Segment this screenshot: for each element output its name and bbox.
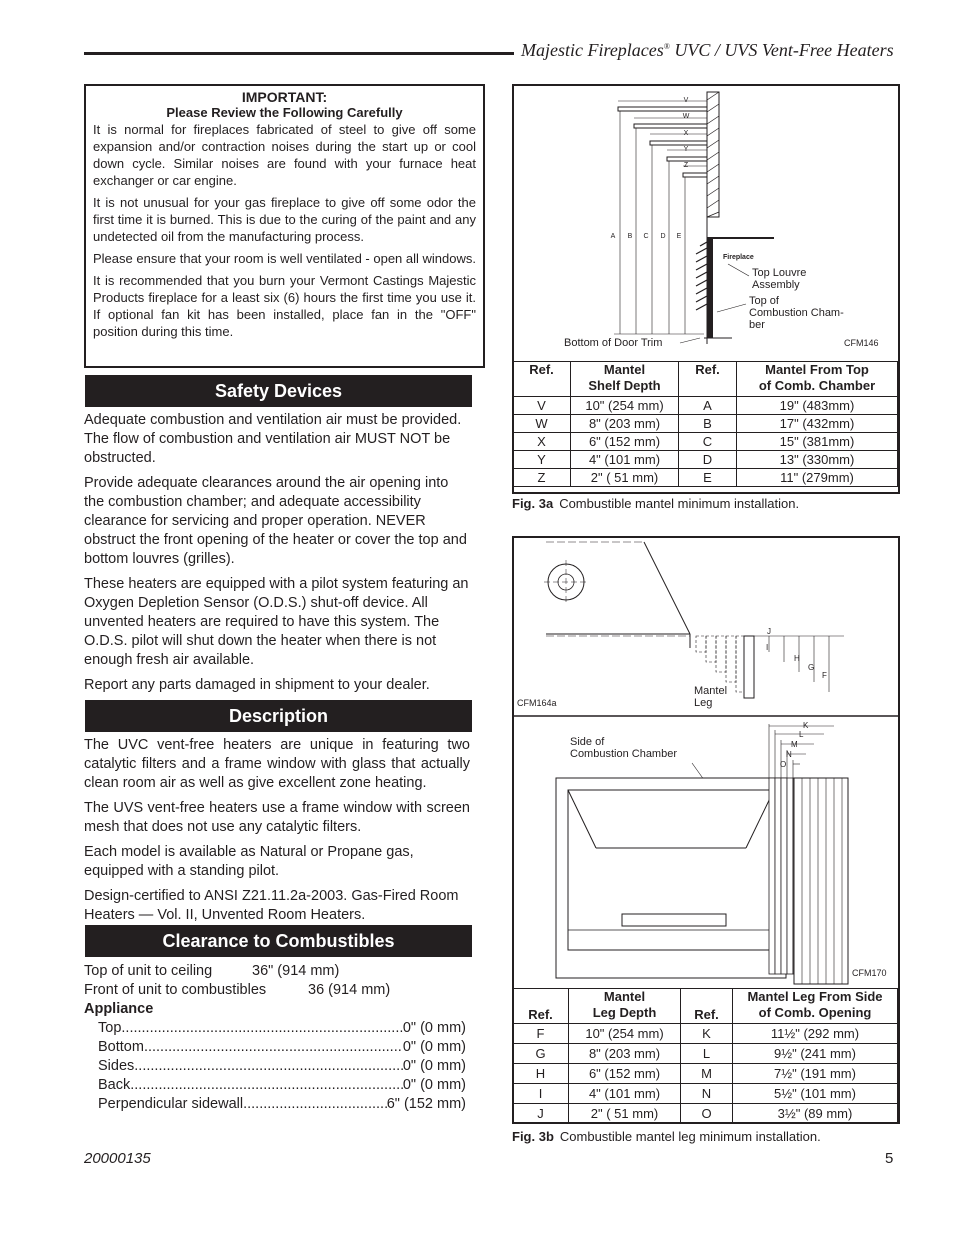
clearance-label: Front of unit to combustibles: [84, 982, 267, 998]
table-row: G 8" (203 mm) L 9½" (241 mm): [513, 1044, 898, 1064]
important-paragraph: It is normal for fireplaces fabricated of steel to give off some expansion and/or contraction noises during the start up or cool down cycle. Similar noises are found with your furnace heat exchanger or car engine.: [93, 122, 476, 188]
safety-heading: Safety Devices: [85, 375, 472, 407]
fireplace-label: Fireplace: [723, 254, 754, 261]
table-row: Y 4" (101 mm) D 13" (330mm): [513, 451, 898, 469]
table-header: Mantel Leg From Side of Comb. Opening: [733, 989, 898, 1024]
clearance-item: Back ..... 0" (0 mm): [98, 1076, 466, 1095]
appliance-label: Appliance: [84, 1001, 154, 1017]
table-header: Mantel Shelf Depth: [571, 362, 679, 397]
leg-side-letter: L: [799, 730, 804, 739]
header-rule: [84, 52, 514, 55]
side-comb-label: Combustion Chamber: [570, 748, 677, 760]
table-row: H 6" (152 mm) M 7½" (191 mm): [513, 1064, 898, 1084]
table-row: Z 2" ( 51 mm) E 11" (279mm): [513, 469, 898, 487]
fig3b-bottom-code: CFM170: [852, 968, 887, 978]
mantel-leg-label: Leg: [694, 697, 713, 709]
height-letter: B: [627, 233, 633, 240]
leg-side-letter: M: [791, 740, 798, 749]
important-title: IMPORTANT:: [241, 89, 328, 105]
table-row: X 6" (152 mm) C 15" (381mm): [513, 433, 898, 451]
description-paragraph: Design-certified to ANSI Z21.11.2a-2003. Gas-Fired Room Heaters — Vol. II, Unvented Room Heaters.: [84, 888, 459, 923]
height-letter: C: [643, 233, 649, 240]
shelf-letter: Y: [683, 146, 689, 153]
table-header: Ref.: [513, 989, 569, 1024]
safety-paragraph: Provide adequate clearances around the air opening into the combustion chamber; and adequate accessibility clearance for servicing and proper operation. NEVER obstruct the front opening of the heater or cover the top and bottom louvres (grilles).: [84, 475, 467, 567]
header-title: Majestic Fireplaces® UVC / UVS Vent-Free Heaters: [521, 40, 894, 60]
important-paragraph: It is not unusual for your gas fireplace to give off some odor the first time it is burned. This is due to the curing of the paint and any undetected oil from the manufacturing process.: [93, 195, 476, 244]
fig3a-code: CFM146: [844, 338, 879, 348]
top-louvre-label: Assembly: [752, 279, 800, 291]
table-header: Ref.: [681, 989, 733, 1024]
clearance-heading: Clearance to Combustibles: [85, 925, 472, 957]
shelf-letter: W: [682, 113, 690, 120]
clearance-item: Bottom ..... 0" (0 mm): [98, 1038, 466, 1057]
fig3a-caption: Fig. 3a Combustible mantel minimum installation.: [512, 496, 800, 511]
table-header: Ref.: [679, 362, 737, 397]
fig3b-caption: Fig. 3b Combustible mantel leg minimum installation.: [512, 1129, 821, 1144]
safety-paragraph: Report any parts damaged in shipment to your dealer.: [84, 677, 430, 693]
top-comb-label: Combustion Cham-: [749, 307, 844, 319]
table-row: F 10" (254 mm) K 11½" (292 mm): [513, 1024, 898, 1044]
table-header: Ref.: [513, 362, 571, 397]
table-header: Mantel Leg Depth: [569, 989, 681, 1024]
safety-paragraph: Adequate combustion and ventilation air must be provided. The flow of combustion and ventilation air MUST NOT be obstructed.: [84, 412, 462, 466]
clearance-ceiling-row: [84, 962, 470, 981]
leg-side-letter: O: [780, 760, 787, 769]
height-letter: A: [610, 233, 616, 240]
description-paragraph: The UVS vent-free heaters use a frame window with screen mesh that does not use any catalytic filters.: [84, 800, 470, 835]
clearance-item: Top ..... 0" (0 mm): [98, 1019, 466, 1038]
fig3b-table: [512, 988, 898, 1124]
table-row: V 10" (254 mm) A 19" (483mm): [513, 397, 898, 415]
leg-depth-letter: I: [766, 643, 769, 652]
height-letter: E: [676, 233, 682, 240]
clearance-front-row: [84, 981, 470, 1000]
table-header-row: [513, 989, 898, 1024]
important-subtitle: Please Review the Following Carefully: [166, 105, 403, 120]
clearance-item: Perpendicular sidewall ..... 6" (152 mm): [98, 1095, 466, 1114]
page-number: 5: [885, 1150, 894, 1167]
table-header: Mantel From Top of Comb. Chamber: [737, 362, 898, 397]
description-section: [84, 736, 470, 931]
side-comb-label: Side of: [570, 736, 605, 748]
table-row: W 8" (203 mm) B 17" (432mm): [513, 415, 898, 433]
bottom-trim-label: Bottom of Door Trim: [564, 337, 663, 349]
fig3a-diagram: [514, 86, 898, 362]
safety-paragraph: These heaters are equipped with a pilot system featuring an Oxygen Depletion Sensor (O.D.S.) shut-off device. All unvented heaters are required to have this system. The O.D.S. pilot will shut down the heater when there is not enough fresh air available.: [84, 576, 469, 668]
important-paragraph: It is recommended that you burn your Vermont Castings Majestic Products fireplace for a least six (6) hours the first time you use it. If optional fan kit has been installed, place fan in the "OFF" position during this time.: [93, 273, 476, 339]
table-row: I 4" (101 mm) N 5½" (101 mm): [513, 1084, 898, 1104]
fig3b-diagram: [514, 538, 898, 988]
mantel-leg-label: Mantel: [694, 685, 728, 697]
clearance-label: Top of unit to ceiling: [84, 963, 213, 979]
important-paragraph: Please ensure that your room is well ventilated - open all windows.: [93, 251, 476, 266]
leg-side-letter: N: [786, 750, 792, 759]
shelf-letter: X: [683, 130, 689, 137]
description-paragraph: Each model is available as Natural or Propane gas, equipped with a standing pilot.: [84, 844, 414, 879]
description-heading: Description: [85, 700, 472, 732]
fig3a-table: [512, 361, 898, 487]
fig3b-top-code: CFM164a: [517, 698, 557, 708]
figure-3b: [512, 536, 900, 1124]
leg-depth-letter: H: [794, 654, 800, 663]
important-notice: [84, 84, 485, 368]
leg-side-letter: K: [803, 721, 809, 730]
safety-section: [84, 411, 470, 701]
top-comb-label: ber: [749, 319, 765, 331]
leg-depth-letter: F: [822, 671, 827, 680]
top-comb-label: Top of: [749, 295, 779, 307]
leg-depth-letter: J: [767, 627, 771, 636]
table-row: J 2" ( 51 mm) O 3½" (89 mm): [513, 1104, 898, 1124]
clearance-value: 36 (914 mm): [308, 982, 391, 998]
height-letter: D: [660, 233, 666, 240]
clearance-value: 36" (914 mm): [252, 963, 340, 979]
leg-depth-letter: G: [808, 663, 815, 672]
table-header-row: [513, 362, 898, 397]
clearance-item: Sides ..... 0" (0 mm): [98, 1057, 466, 1076]
doc-number: 20000135: [84, 1150, 151, 1167]
clearance-section: [84, 962, 470, 1114]
figure-3a: [512, 84, 900, 494]
shelf-letter: V: [683, 97, 689, 104]
description-paragraph: The UVC vent-free heaters are unique in featuring two catalytic filters and a frame window with glass that actually clean room air as well as give excellent zone heating.: [84, 737, 470, 791]
shelf-letter: Z: [683, 162, 689, 169]
top-louvre-label: Top Louvre: [752, 267, 807, 279]
